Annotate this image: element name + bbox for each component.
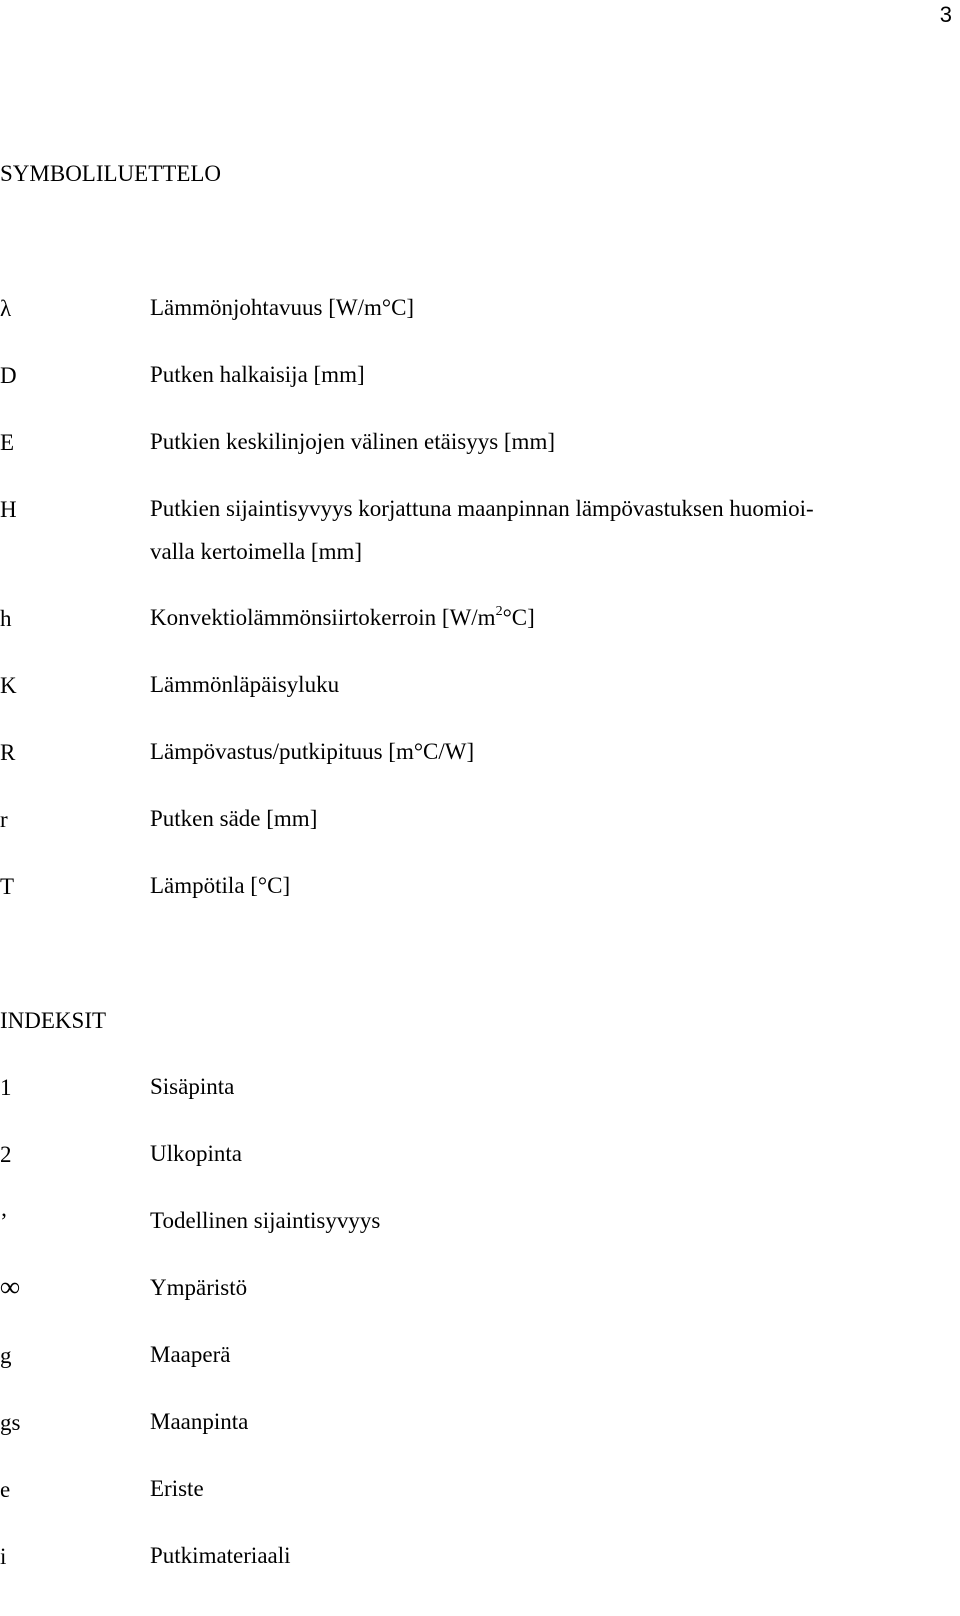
symbol: R bbox=[0, 740, 16, 765]
symbol-description: Lämpövastus/putkipituus [m°C/W] bbox=[150, 739, 475, 764]
index-symbol: ’ bbox=[0, 1209, 8, 1234]
index-symbol: gs bbox=[0, 1410, 21, 1435]
superscript: 2 bbox=[495, 604, 503, 619]
symbol: h bbox=[0, 606, 12, 631]
index-list-heading: INDEKSIT bbox=[0, 1008, 107, 1033]
symbol: λ bbox=[0, 296, 12, 321]
symbol-description: Lämmönjohtavuus [W/m°C] bbox=[150, 295, 415, 320]
symbol-description: Putken halkaisija [mm] bbox=[150, 362, 365, 387]
index-description: Eriste bbox=[150, 1476, 204, 1501]
index-symbol: g bbox=[0, 1343, 12, 1368]
index-symbol: 2 bbox=[0, 1142, 12, 1167]
symbol-description bbox=[150, 596, 535, 639]
symbol-description: Lämpötila [°C] bbox=[150, 873, 291, 898]
index-description: Todellinen sijaintisyvyys bbox=[150, 1208, 381, 1233]
symbol: D bbox=[0, 363, 17, 388]
index-description: Putkimateriaali bbox=[150, 1543, 291, 1568]
infinity-symbol: ∞ bbox=[0, 1272, 20, 1303]
symbol: r bbox=[0, 807, 8, 832]
symbol-list-heading: SYMBOLILUETTELO bbox=[0, 161, 222, 186]
symbol-description: Putkien keskilinjojen välinen etäisyys [mm] bbox=[150, 429, 555, 454]
index-description: Ulkopinta bbox=[150, 1141, 242, 1166]
page-number: 3 bbox=[939, 2, 952, 27]
index-description: Maanpinta bbox=[150, 1409, 249, 1434]
index-description: Sisäpinta bbox=[150, 1074, 235, 1099]
symbol: H bbox=[0, 497, 17, 522]
symbol-description-line-1: Putkien sijaintisyvyys korjattuna maanpinnan lämpövastuksen huomioi- bbox=[150, 496, 814, 521]
symbol: K bbox=[0, 673, 17, 698]
symbol-description-line-2: valla kertoimella [mm] bbox=[150, 539, 363, 564]
symbol-description: Putken säde [mm] bbox=[150, 806, 318, 831]
symbol-description: Lämmönläpäisyluku bbox=[150, 672, 340, 697]
index-description: Maaperä bbox=[150, 1342, 231, 1367]
index-symbol: 1 bbox=[0, 1075, 12, 1100]
description-text-end: °C] bbox=[502, 605, 535, 630]
symbol: E bbox=[0, 430, 15, 455]
description-text: Konvektiolämmönsiirtokerroin [W/m bbox=[150, 605, 496, 630]
index-symbol: i bbox=[0, 1544, 7, 1569]
index-symbol: e bbox=[0, 1477, 11, 1502]
symbol: T bbox=[0, 874, 15, 899]
symbol-description bbox=[150, 487, 814, 573]
index-description: Ympäristö bbox=[150, 1275, 248, 1300]
